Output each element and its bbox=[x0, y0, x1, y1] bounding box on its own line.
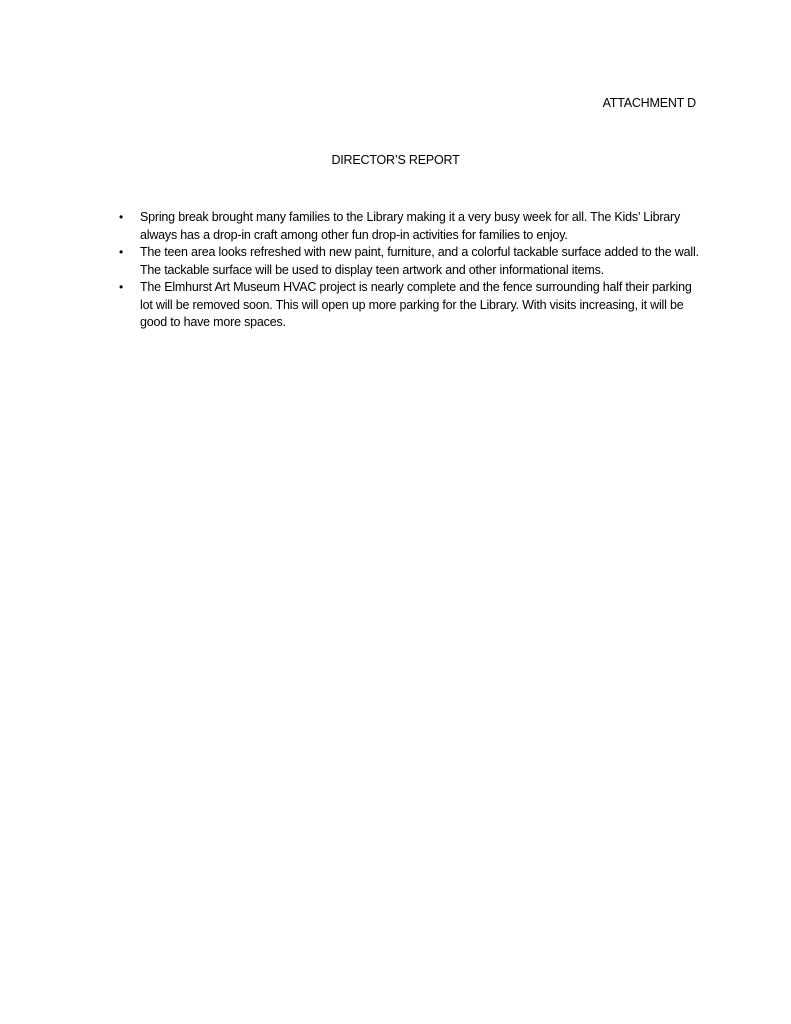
list-item-text: Spring break brought many families to the Library making it a very busy week for all. The Kids’ Library always has a drop-in craft among other fun drop-in activities for families to enjoy. bbox=[140, 210, 681, 242]
bullet-icon: • bbox=[118, 280, 123, 294]
bullet-list bbox=[112, 209, 702, 332]
bullet-icon: • bbox=[118, 210, 123, 224]
list-item bbox=[112, 209, 702, 244]
list-item bbox=[112, 279, 702, 332]
page-title: DIRECTOR’S REPORT bbox=[331, 153, 460, 167]
list-item-text: The Elmhurst Art Museum HVAC project is nearly complete and the fence surrounding half their parking lot will be removed soon. This will open up more parking for the Library. With visits increasing, it will be good to have more spaces. bbox=[140, 280, 692, 329]
list-item-text: The teen area looks refreshed with new paint, furniture, and a colorful tackable surface added to the wall. The tackable surface will be used to display teen artwork and other informational items. bbox=[140, 245, 699, 277]
list-item bbox=[112, 244, 702, 279]
bullet-icon: • bbox=[118, 245, 123, 259]
attachment-label: ATTACHMENT D bbox=[602, 96, 696, 110]
